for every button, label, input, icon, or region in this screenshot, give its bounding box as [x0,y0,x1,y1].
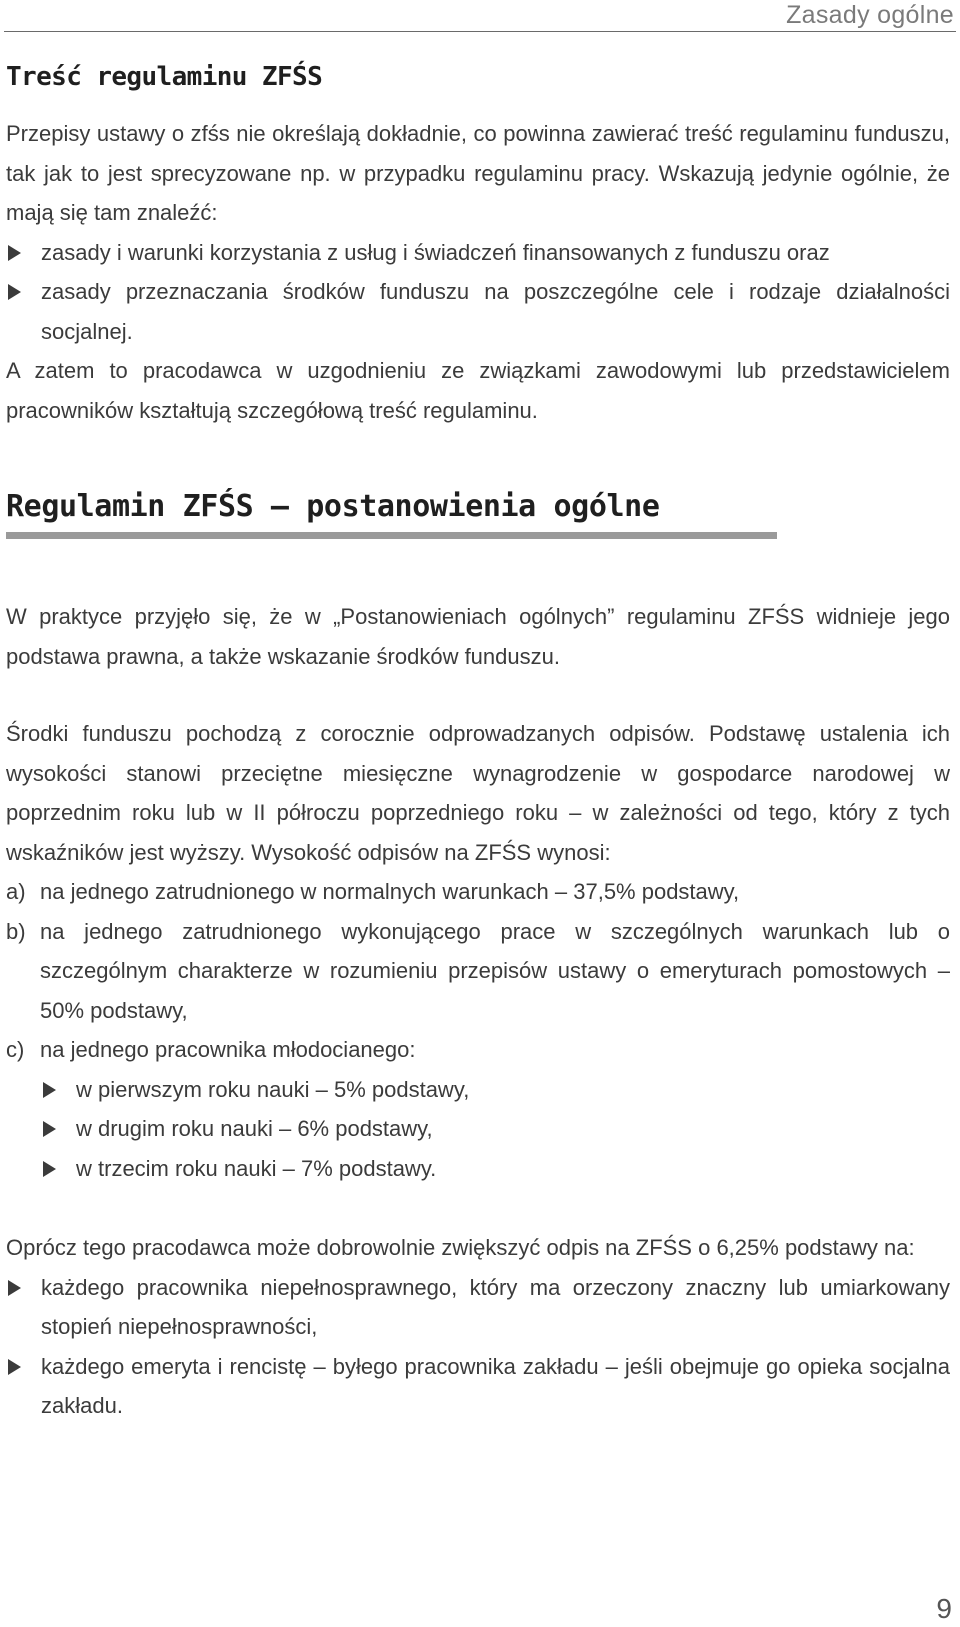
sub-list-item [6,1149,950,1189]
section-heading-tresc-regulaminu: Treść regulaminu ZFŚS [6,62,323,92]
sub-list-item [6,1109,950,1149]
section2-paragraph-2: Środki funduszu pochodzą z corocznie odprowadzanych odpisów. Podstawę ustalenia ich wysokości stanowi przeciętne miesięczne wynagrodzenie w gospodarce narodowej w poprzednim roku lub w II półroczu poprzedniego roku – w zależności od tego, który z tych wskaźników jest wyższy. Wysokość odpisów na ZFŚS wynosi: [6,721,950,865]
triangle-bullet-icon [8,245,21,261]
section2-paragraph-3: Oprócz tego pracodawca może dobrowolnie zwiększyć odpis na ZFŚS o 6,25% podstawy na: [6,1235,915,1260]
list-item-text: w trzecim roku nauki – 7% podstawy. [76,1155,437,1181]
lettered-list-item [6,872,950,912]
list-item-text: na jednego pracownika młodocianego: [40,1037,416,1062]
list-item [6,233,950,273]
triangle-bullet-icon [8,1359,21,1375]
section1-closing-paragraph: A zatem to pracodawca w uzgodnieniu ze związkami zawodowymi lub przedstawicielem pracowników kształtują szczegółową treść regulaminu. [6,358,950,423]
sub-list-item [6,1070,950,1110]
list-item-label: a) [6,879,26,904]
page-number: 9 [936,1593,952,1624]
running-header: Zasady ogólne [786,1,954,29]
section-heading-block [6,488,950,539]
page-content [6,60,950,1426]
list-item-text: zasady i warunki korzystania z usług i świadczeń finansowanych z funduszu oraz [41,239,830,265]
list-item-label: c) [6,1037,25,1062]
list-item-text: na jednego zatrudnionego w normalnych warunkach – 37,5% podstawy, [40,879,740,904]
list-item [6,1268,950,1347]
list-item-text: w drugim roku nauki – 6% podstawy, [76,1116,433,1141]
triangle-bullet-icon [43,1082,56,1098]
list-item-label: b) [6,918,26,944]
list-item [6,272,950,351]
list-item-text: w pierwszym roku nauki – 5% podstawy, [76,1076,470,1102]
list-item-text: na jednego zatrudnionego wykonującego prace w szczególnych warunkach lub o szczególnym charakterze w rozumieniu przepisów ustawy o emeryturach pomostowych – 50% podstawy, [40,918,950,1023]
section1-intro-paragraph: Przepisy ustawy o zfśs nie określają dokładnie, co powinna zawierać treść regulaminu funduszu, tak jak to jest sprecyzowane np. w przypadku regulaminu pracy. Wskazują jedynie ogólnie, że mają się tam znaleźć: [6,121,950,225]
list-item-text: każdego emeryta i rencistę – byłego pracownika zakładu – jeśli obejmuje go opieka socjalna zakładu. [41,1353,950,1418]
triangle-bullet-icon [8,284,21,300]
triangle-bullet-icon [8,1280,21,1296]
section-heading-postanowienia-ogolne: Regulamin ZFŚS – postanowienia ogólne [6,489,660,524]
lettered-list-item [6,912,950,1031]
list-item [6,1347,950,1426]
heading-underline-bar [6,532,777,539]
list-item-text: każdego pracownika niepełnosprawnego, który ma orzeczony znaczny lub umiarkowany stopień niepełnosprawności, [41,1274,950,1339]
triangle-bullet-icon [43,1161,56,1177]
triangle-bullet-icon [43,1121,56,1137]
lettered-list-item [6,1030,950,1070]
list-item-text: zasady przeznaczania środków funduszu na poszczególne cele i rodzaje działalności socjalnej. [41,279,950,344]
section2-paragraph-1: W praktyce przyjęło się, że w „Postanowieniach ogólnych” regulaminu ZFŚS widnieje jego podstawa prawna, a także wskazanie środków funduszu. [6,604,950,669]
header-rule [4,31,956,32]
